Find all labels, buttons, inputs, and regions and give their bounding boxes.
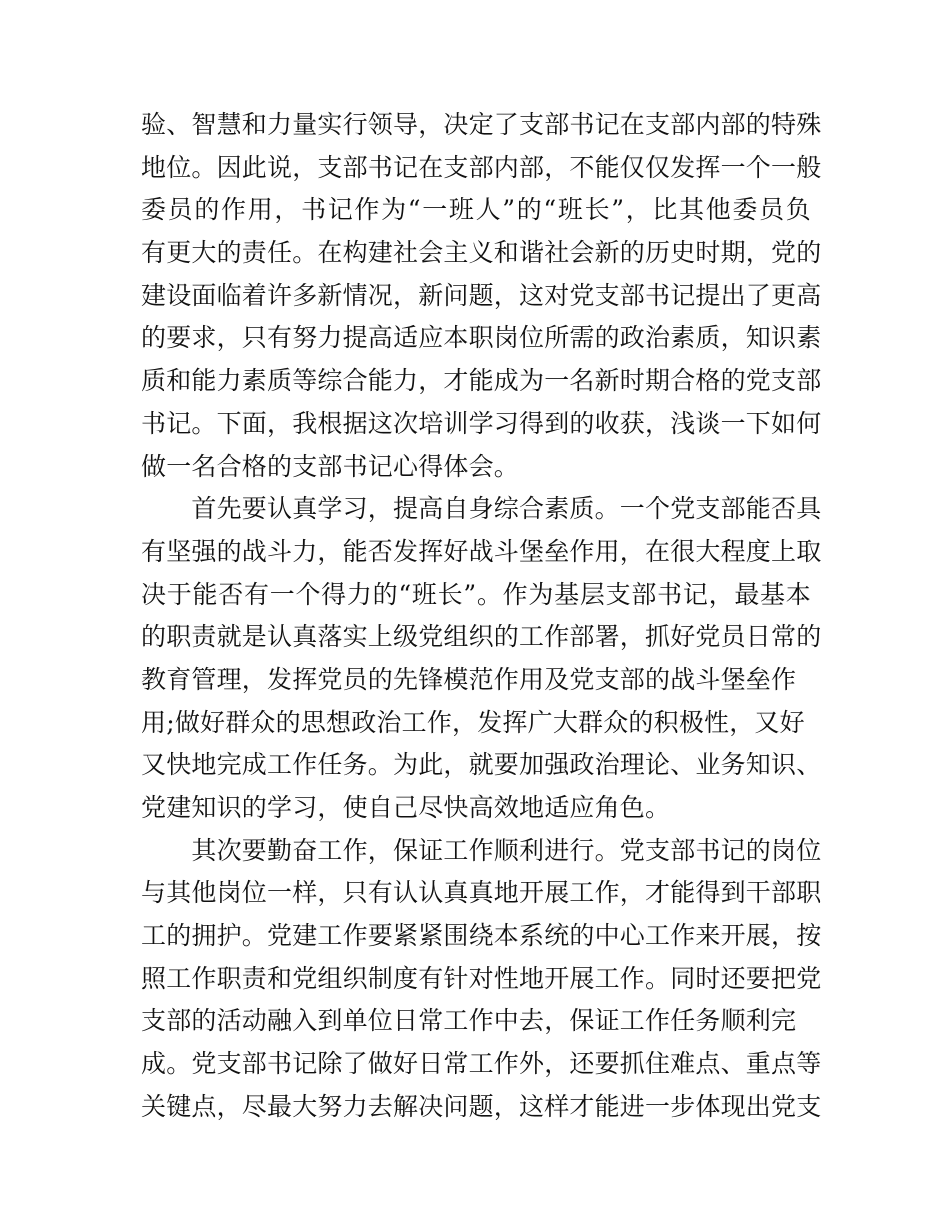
text-line: 有更大的责任。在构建社会主义和谐社会新的历史时期，党的	[141, 238, 822, 268]
text-line: 地位。因此说，支部书记在支部内部，不能仅仅发挥一个一般	[141, 152, 822, 182]
text-line: 委员的作用，书记作为“一班人”的“班长”，比其他委员负	[141, 195, 811, 225]
text-line: 书记。下面，我根据这次培训学习得到的收获，浅谈一下如何	[141, 408, 822, 438]
text-line: 决于能否有一个得力的“班长”。作为基层支部书记，最基本	[141, 579, 811, 609]
text-line: 与其他岗位一样，只有认认真真地开展工作，才能得到干部职	[141, 878, 822, 908]
body-text	[141, 104, 822, 1129]
text-line: 教育管理，发挥党员的先锋模范作用及党支部的战斗堡垒作	[141, 664, 797, 694]
text-line: 工的拥护。党建工作要紧紧围绕本系统的中心工作来开展，按	[141, 921, 822, 951]
text-line: 建设面临着许多新情况，新问题，这对党支部书记提出了更高	[141, 280, 822, 310]
text-line: 验、智慧和力量实行领导，决定了支部书记在支部内部的特殊	[141, 110, 822, 139]
text-line: 党建知识的学习，使自己尽快高效地适应角色。	[141, 793, 671, 822]
text-line: 用;做好群众的思想政治工作，发挥广大群众的积极性，又好	[141, 707, 805, 737]
text-line: 有坚强的战斗力，能否发挥好战斗堡垒作用，在很大程度上取	[141, 536, 822, 566]
text-line: 照工作职责和党组织制度有针对性地开展工作。同时还要把党	[141, 963, 822, 993]
text-line: 又快地完成工作任务。为此，就要加强政治理论、业务知识、	[141, 750, 822, 780]
text-line: 的职责就是认真落实上级党组织的工作部署，抓好党员日常的	[141, 622, 822, 652]
text-line: 做一名合格的支部书记心得体会。	[141, 451, 520, 481]
text-line: 成。党支部书记除了做好日常工作外，还要抓住难点、重点等	[141, 1049, 822, 1079]
text-line: 的要求，只有努力提高适应本职岗位所需的政治素质，知识素	[141, 323, 822, 353]
text-line: 其次要勤奋工作，保证工作顺利进行。党支部书记的岗位	[141, 835, 822, 865]
text-line: 质和能力素质等综合能力，才能成为一名新时期合格的党支部	[141, 366, 822, 396]
text-line: 关键点，尽最大努力去解决问题，这样才能进一步体现出党支	[141, 1091, 822, 1121]
text-line: 支部的活动融入到单位日常工作中去，保证工作任务顺利完	[141, 1006, 797, 1036]
text-line: 首先要认真学习，提高自身综合素质。一个党支部能否具	[141, 494, 822, 524]
